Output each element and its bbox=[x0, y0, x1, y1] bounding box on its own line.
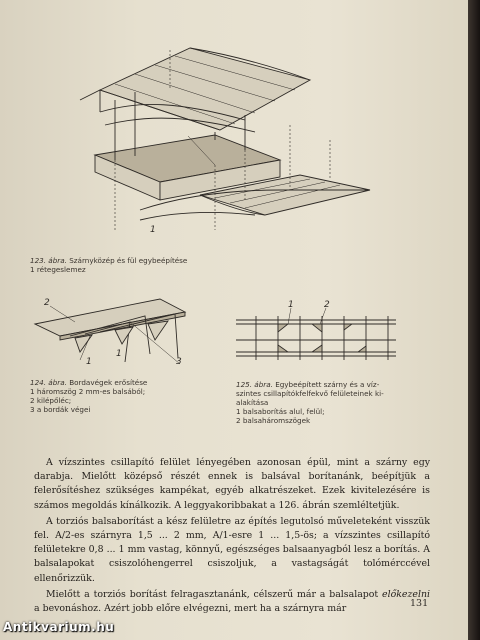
figure-125-item-2: 2 balsaháromszögek bbox=[236, 416, 311, 425]
figure-125-drawing bbox=[236, 300, 396, 368]
figure-125-number: 125. ábra. bbox=[236, 380, 273, 389]
paragraph-3-start: Mielőtt a torziós borítást felragasztanánk, célszerű már a balsalapot bbox=[46, 588, 383, 600]
figure-124-label-2: 2 bbox=[44, 298, 50, 308]
figure-124-label-3: 3 bbox=[176, 357, 182, 367]
figure-124-item-1: 1 háromszög 2 mm-es balsából; bbox=[30, 387, 146, 396]
figure-125-title-line-1: Egybeépített szárny és a víz- bbox=[275, 380, 380, 389]
figure-125-label-1: 1 bbox=[288, 300, 294, 310]
figure-124-caption bbox=[30, 378, 147, 414]
figure-123-label-1: 1 bbox=[150, 225, 156, 235]
figure-124-label-1b: 1 bbox=[116, 349, 122, 359]
figure-125-item-1: 1 balsaborítás alul, felül; bbox=[236, 407, 325, 416]
figure-125-title-line-2: szintes csillapítókfelfekvő felületeinek ki- bbox=[236, 389, 384, 398]
paragraph-3-end: a bevonáshoz. Azért jobb előre elvégezni, mert ha a szárnyra már bbox=[34, 603, 347, 615]
figure-123-caption bbox=[30, 256, 187, 274]
paragraph-3-italic: előkezelni bbox=[382, 588, 430, 600]
figure-123-drawing bbox=[40, 40, 380, 250]
figure-124-item-3: 3 a bordák végei bbox=[30, 405, 91, 414]
watermark: Antikvarium.hu bbox=[3, 620, 115, 634]
figure-124-title: Bordavégek erősítése bbox=[69, 378, 148, 387]
figure-123-number: 123. ábra. bbox=[30, 256, 67, 265]
figure-125-label-2: 2 bbox=[324, 300, 330, 310]
paragraph-2: A torziós balsaborítást a kész felületre az építés legutolsó műveleteként visszük fel. A/2-es szárnyra 1,5 ... 2 mm, A/1-esre 1 ... 1,5-ös; a vízszintes csillapító felületekre 0,8 ... 1 mm vastag, könnyű, egészséges balsaanyagból lesz a borítás. A balsalapokat csiszolóhengerrel csiszoljuk, a vastagságát tolómérccével ellenőrizzük. bbox=[34, 515, 430, 584]
figure-124-item-2: 2 kilépőléc; bbox=[30, 396, 72, 405]
figure-124-number: 124. ábra. bbox=[30, 378, 67, 387]
figure-123-title: Szárnyközép és fül egybeépítése bbox=[69, 256, 188, 265]
body-text bbox=[34, 456, 430, 616]
figure-125-caption bbox=[236, 380, 384, 425]
page-number: 131 bbox=[410, 598, 429, 609]
book-spine bbox=[468, 0, 480, 640]
figure-125-title-line-3: alakítása bbox=[236, 398, 269, 407]
paragraph-1: A vízszintes csillapító felület lényegében azonosan épül, mint a szárny egy darabja. Mielőtt középső részét ennek is balsával borítanánk, beépítjük a felerősítéshez szükséges kampékat, egyéb alkatrészeket. Ezek kivitelezésére is számos megoldás kínálkozik. A leggyakoribbakat a 126. ábrán szemléltetjük. bbox=[34, 457, 430, 511]
figure-124-label-1: 1 bbox=[86, 357, 92, 367]
paragraph-3 bbox=[34, 588, 430, 616]
figure-123-item: 1 rétegeslemez bbox=[30, 265, 86, 274]
figure-124-drawing bbox=[30, 294, 205, 374]
